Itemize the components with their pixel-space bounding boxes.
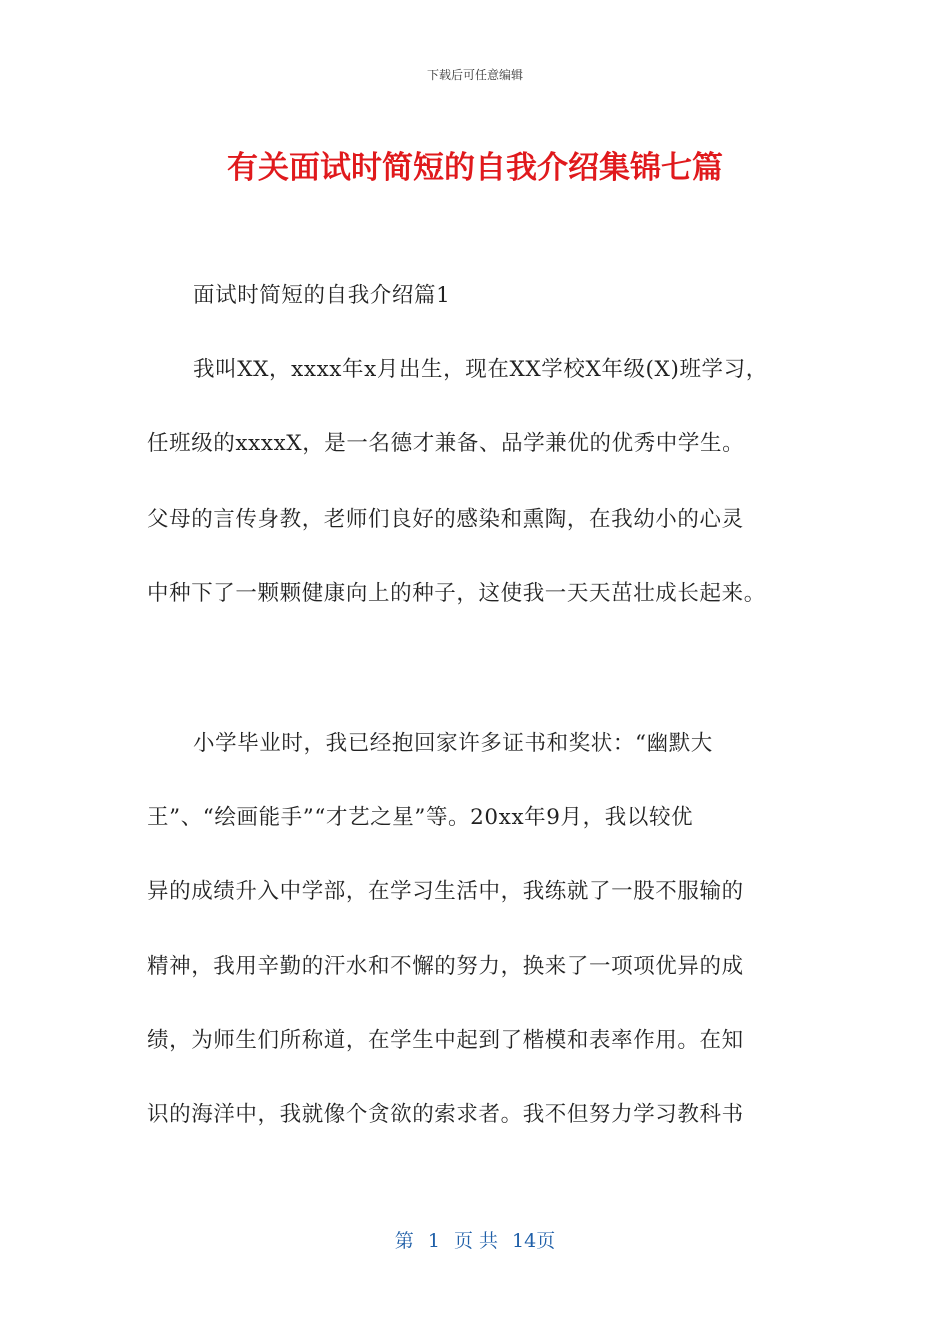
paragraph-line: 小学毕业时，我已经抱回家许多证书和奖状：“幽默大 bbox=[193, 731, 713, 756]
paragraph-line: 任班级的xxxxX，是一名德才兼备、品学兼优的优秀中学生。 bbox=[147, 431, 745, 456]
paragraph-line: 父母的言传身教，老师们良好的感染和熏陶，在我幼小的心灵 bbox=[147, 507, 744, 532]
paragraph-line: 绩，为师生们所称道，在学生中起到了楷模和表率作用。在知 bbox=[147, 1028, 744, 1053]
footer-middle: 页 共 bbox=[453, 1230, 498, 1252]
section-heading: 面试时简短的自我介绍篇1 bbox=[193, 283, 451, 308]
document-title: 有关面试时简短的自我介绍集锦七篇 bbox=[227, 150, 723, 186]
paragraph-line: 王”、“绘画能手”“才艺之星”等。20xx年9月，我以较优 bbox=[147, 805, 694, 830]
footer-page-number: 1 bbox=[427, 1230, 440, 1252]
paragraph-line: 中种下了一颗颗健康向上的种子，这使我一天天茁壮成长起来。 bbox=[147, 581, 766, 606]
page-footer bbox=[0, 1226, 950, 1253]
paragraph-line: 我叫XX，xxxx年x月出生，现在XX学校X年级(X)班学习， bbox=[193, 357, 768, 382]
paragraph-line: 精神，我用辛勤的汗水和不懈的努力，换来了一项项优异的成 bbox=[147, 954, 744, 979]
footer-prefix: 第 bbox=[394, 1230, 414, 1252]
header-note: 下载后可任意编辑 bbox=[426, 68, 523, 82]
paragraph-line: 异的成绩升入中学部，在学习生活中，我练就了一股不服输的 bbox=[147, 879, 744, 904]
footer-total: 14页 bbox=[512, 1230, 556, 1252]
paragraph-line: 识的海洋中，我就像个贪欲的索求者。我不但努力学习教科书 bbox=[147, 1102, 744, 1127]
